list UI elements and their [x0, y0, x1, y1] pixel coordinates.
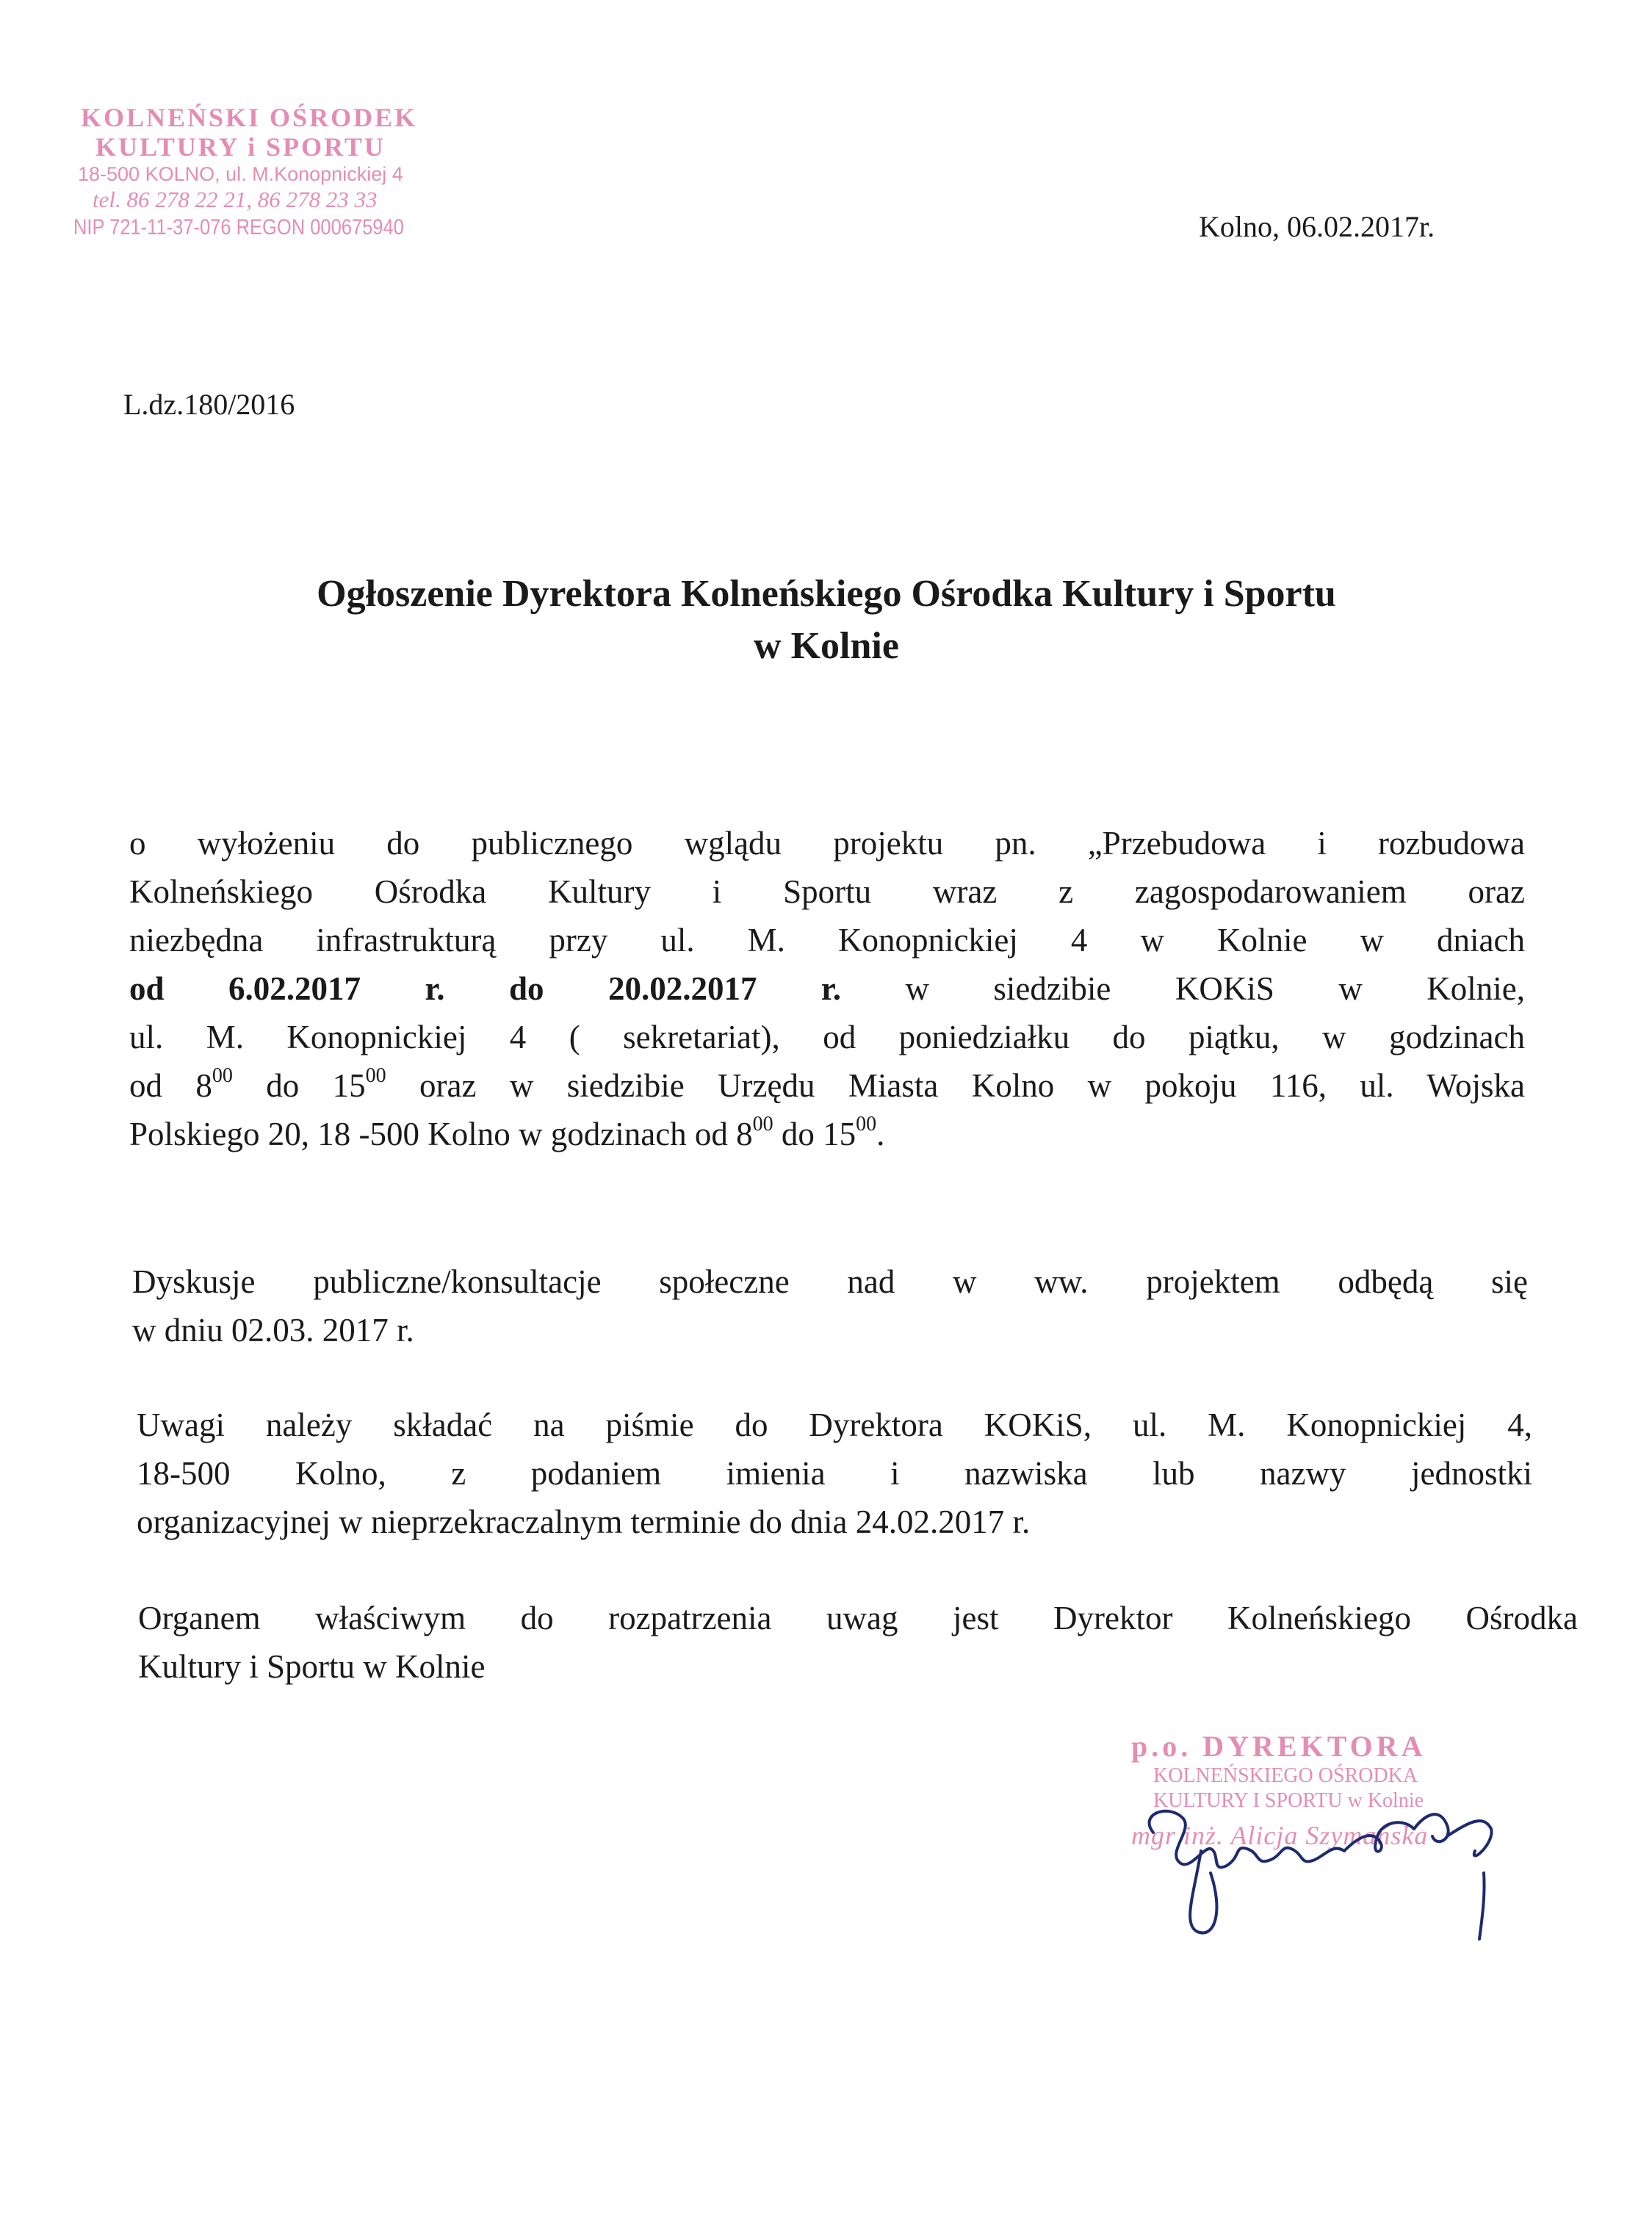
paragraph-line: ul. M. Konopnickiej 4 ( sekretariat), od poniedziałku do piątku, w godzinach [129, 1019, 1525, 1055]
stamp-line-ids: NIP 721-11-37-076 REGON 000675940 [73, 215, 404, 239]
date-range-word: r. [820, 970, 842, 1007]
reference-number: L.dz.180/2016 [123, 388, 295, 421]
paragraph-remarks [137, 1401, 1532, 1546]
date-range-word: r. [425, 970, 445, 1007]
stamp-line-name-2: KULTURY i SPORTU [95, 132, 386, 162]
hours-minutes: 00 [365, 1064, 386, 1087]
location-word: w [1338, 970, 1363, 1007]
date-range-word: do [508, 970, 544, 1007]
period: . [876, 1116, 885, 1152]
paragraph-consultation [132, 1257, 1528, 1354]
hours-minutes: 00 [856, 1113, 877, 1136]
paragraph-line: organizacyjnej w nieprzekraczalnym terminie do dnia 24.02.2017 r. [137, 1504, 1031, 1540]
paragraph-line: Kolneńskiego Ośrodka Kultury i Sportu wraz z zagospodarowaniem oraz [129, 873, 1525, 910]
document-date: Kolno, 06.02.2017r. [1199, 210, 1435, 243]
date-range-word: 6.02.2017 [228, 970, 361, 1007]
location-word: Kolnie, [1426, 970, 1525, 1007]
paragraph-authority [138, 1594, 1578, 1691]
stamp-line-address: 18-500 KOLNO, ul. M.Konopnickiej 4 [78, 163, 403, 185]
hours-minutes: 00 [752, 1113, 773, 1136]
paragraph-line: Kultury i Sportu w Kolnie [138, 1648, 486, 1685]
date-range-word: od [129, 970, 165, 1007]
paragraph-line: Organem właściwym do rozpatrzenia uwag jest Dyrektor Kolneńskiego Ośrodka [138, 1600, 1578, 1636]
stamp-institution-2: KULTURY I SPORTU w Kolnie [1153, 1789, 1424, 1812]
handwritten-signature [1124, 1763, 1535, 1954]
paragraph-line: Uwagi należy składać na piśmie do Dyrektora KOKiS, ul. M. Konopnickiej 4, [137, 1407, 1532, 1443]
paragraph-announcement [129, 819, 1525, 1158]
hours-text: do 15 [773, 1116, 856, 1152]
hours-text: Polskiego 20, 18 -500 Kolno w godzinach od 8 [129, 1116, 753, 1152]
stamp-line-name: KOLNEŃSKI OŚRODEK [81, 103, 418, 132]
paragraph-line: 18-500 Kolno, z podaniem imienia i nazwiska lub nazwy jednostki [137, 1455, 1532, 1492]
date-range-word: 20.02.2017 [607, 970, 757, 1007]
paragraph-line: niezbędna infrastrukturą przy ul. M. Konopnickiej 4 w Kolnie w dniach [129, 922, 1525, 959]
hours-text: do 15 [232, 1067, 366, 1104]
document-title: Ogłoszenie Dyrektora Kolneńskiego Ośrodka Kultury i Sportu [317, 573, 1336, 615]
stamp-institution: KOLNEŃSKIEGO OŚRODKA [1153, 1764, 1418, 1787]
paragraph-line: Dyskusje publiczne/konsultacje społeczne nad w ww. projektem odbędą się [132, 1263, 1528, 1300]
date-range-line [129, 964, 1525, 1013]
paragraph-line: w dniu 02.03. 2017 r. [132, 1312, 414, 1349]
paragraph-line [129, 1061, 1525, 1110]
location-word: w [905, 970, 929, 1007]
stamp-title: p.o. DYREKTORA [1131, 1730, 1426, 1763]
paragraph-line: o wyłożeniu do publicznego wglądu projektu pn. „Przebudowa i rozbudowa [129, 825, 1525, 862]
paragraph-line [129, 964, 1525, 1013]
location-word: siedzibie [993, 970, 1111, 1007]
location-word: KOKiS [1175, 970, 1274, 1007]
institution-stamp [73, 103, 499, 242]
document-title-line-2: w Kolnie [754, 625, 899, 667]
stamp-director-name: mgr inż. Alicja Szymańska [1131, 1821, 1429, 1850]
hours-minutes: 00 [212, 1064, 233, 1087]
stamp-line-phone: tel. 86 278 22 21, 86 278 23 33 [93, 187, 378, 212]
location-text: oraz w siedzibie Urzędu Miasta Kolno w pokoju 116, ul. Wojska [386, 1067, 1526, 1104]
paragraph-line [129, 1110, 1525, 1158]
hours-text: od 8 [129, 1067, 212, 1104]
